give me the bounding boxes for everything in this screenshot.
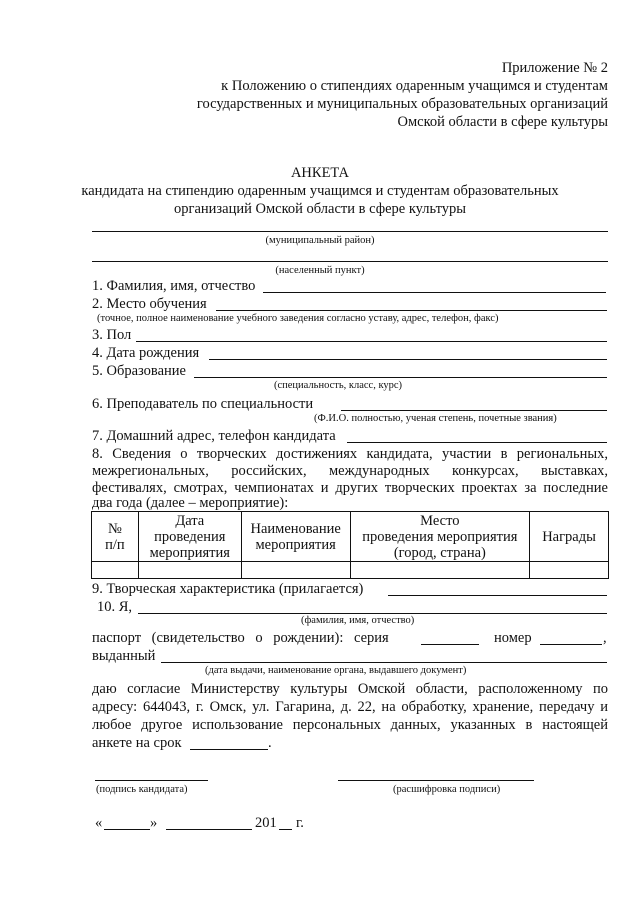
col-number (92, 512, 139, 562)
col-date-l1: Дата (175, 512, 205, 529)
issued-by-label: выданный (92, 648, 156, 664)
col-number-l1: № (107, 520, 122, 537)
form-subtitle-line1: кандидата на стипендию одаренным учащимся и студентам образовательных (81, 183, 559, 199)
field-label-address: 7. Домашний адрес, телефон кандидата (92, 428, 336, 444)
table-cell[interactable] (530, 562, 609, 579)
field-label-gender: 3. Пол (92, 327, 132, 343)
form-title: АНКЕТА (290, 165, 350, 181)
settlement-caption: (населенный пункт) (275, 265, 365, 276)
achievements-text-line4: два года (далее – мероприятие): (92, 495, 289, 511)
col-awards (530, 512, 609, 562)
issued-by-caption: (дата выдачи, наименование органа, выдавшего документ) (205, 665, 467, 676)
consent-term-field[interactable] (190, 749, 268, 750)
col-date-l3: мероприятия (149, 544, 230, 561)
teacher-caption: (Ф.И.О. полностью, ученая степень, почетные звания) (314, 413, 557, 424)
consent-text-line1: даю согласие Министерству культуры Омской области, расположенному по (92, 681, 608, 697)
consent-period: . (268, 735, 272, 751)
district-caption: (муниципальный район) (265, 235, 375, 246)
issued-by-field[interactable] (161, 662, 607, 663)
study-place-field[interactable] (216, 310, 607, 311)
district-field[interactable] (92, 231, 608, 232)
consent-fio-field[interactable] (138, 613, 607, 614)
field-label-fio: 1. Фамилия, имя, отчество (92, 278, 256, 294)
signature-caption: (подпись кандидата) (96, 784, 188, 795)
date-quote-open: « (95, 815, 103, 831)
consent-text-line3: любое другое использование персональных данных, указанных в настоящей (92, 717, 608, 733)
col-location (350, 512, 529, 562)
achievements-text-line2: межрегиональных, российских, международных конкурсах, выставках, (92, 463, 608, 479)
field-label-i: 10. Я, (97, 599, 133, 615)
passport-series-field[interactable] (421, 644, 479, 645)
date-year-prefix: 201 (255, 815, 277, 831)
col-location-l3: (город, страна) (393, 544, 486, 561)
col-awards-l1: Награды (542, 528, 596, 545)
teacher-field[interactable] (341, 410, 607, 411)
appendix-ref-line3: Омской области в сфере культуры (397, 114, 608, 130)
col-event-name (241, 512, 350, 562)
study-place-caption: (точное, полное наименование учебного заведения согласно уставу, адрес, телефон, факс) (97, 313, 499, 324)
passport-label: паспорт (свидетельство о рождении): серия (92, 630, 389, 646)
passport-number-label: номер (494, 630, 532, 646)
col-date (138, 512, 241, 562)
achievements-text-line1: 8. Сведения о творческих достижениях кандидата, участии в региональных, (92, 446, 608, 462)
birthdate-field[interactable] (209, 359, 607, 360)
events-table (91, 511, 609, 579)
table-cell[interactable] (350, 562, 529, 579)
col-event-name-l1: Наименование (250, 520, 341, 537)
date-year-field[interactable] (279, 829, 292, 830)
table-row (92, 562, 609, 579)
consent-text-line2: адресу: 644043, г. Омск, ул. Гагарина, д. 22, на обработку, хранение, передачу и (92, 699, 608, 715)
table-header-row (92, 512, 609, 562)
achievements-text-line3: фестивалях, смотрах, чемпионатах и других творческих проектах за последние (92, 480, 608, 496)
date-year-suffix: г. (296, 815, 304, 831)
date-day-field[interactable] (104, 829, 150, 830)
signature-field[interactable] (95, 780, 208, 781)
gender-field[interactable] (136, 341, 607, 342)
table-cell[interactable] (138, 562, 241, 579)
signature-decoding-caption: (расшифровка подписи) (393, 784, 501, 795)
col-number-l2: п/п (105, 536, 125, 553)
col-location-l1: Место (420, 512, 460, 529)
settlement-field[interactable] (92, 261, 608, 262)
table-cell[interactable] (92, 562, 139, 579)
address-field[interactable] (347, 442, 607, 443)
col-location-l2: проведения мероприятия (362, 528, 518, 545)
field-label-teacher: 6. Преподаватель по специальности (92, 396, 314, 412)
date-month-field[interactable] (166, 829, 252, 830)
col-event-name-l2: мероприятия (255, 536, 336, 553)
table-cell[interactable] (241, 562, 350, 579)
field-label-characteristic: 9. Творческая характеристика (прилагается) (92, 581, 364, 597)
appendix-ref-line1: к Положению о стипендиях одаренным учащимся и студентам (221, 78, 608, 94)
passport-comma: , (603, 630, 607, 646)
date-quote-close: » (150, 815, 158, 831)
field-label-study-place: 2. Место обучения (92, 296, 207, 312)
col-date-l2: проведения (154, 528, 226, 545)
passport-number-field[interactable] (540, 644, 602, 645)
field-label-education: 5. Образование (92, 363, 186, 379)
appendix-number: Приложение № 2 (501, 60, 608, 76)
form-subtitle-line2: организаций Омской области в сфере культуры (174, 201, 466, 217)
fio-field[interactable] (263, 292, 606, 293)
education-caption: (специальность, класс, курс) (274, 380, 403, 391)
consent-text-line4: анкете на срок (92, 735, 182, 751)
education-field[interactable] (194, 377, 607, 378)
field-label-birthdate: 4. Дата рождения (92, 345, 200, 361)
signature-decoding-field[interactable] (338, 780, 534, 781)
consent-fio-caption: (фамилия, имя, отчество) (301, 615, 415, 626)
characteristic-field[interactable] (388, 595, 607, 596)
appendix-ref-line2: государственных и муниципальных образовательных организаций (196, 96, 608, 112)
